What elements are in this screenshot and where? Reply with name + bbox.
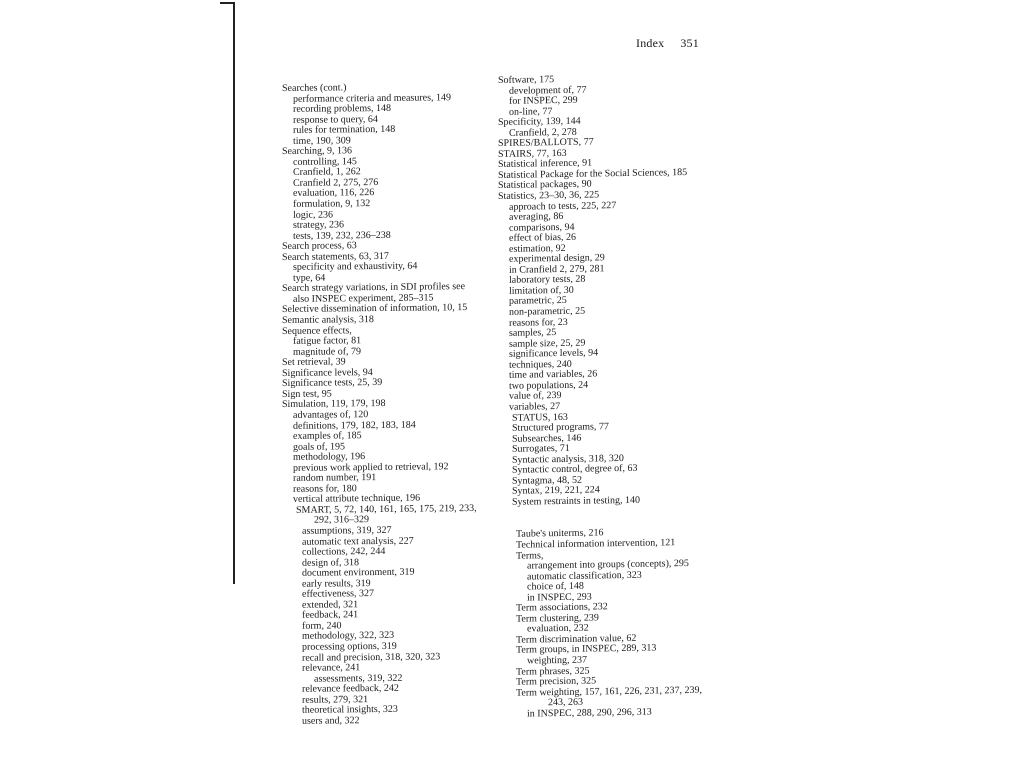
- index-subentry: Cranfield, 2, 278: [509, 126, 577, 139]
- index-subentry: variables, 27: [509, 400, 561, 413]
- index-subentry: response to query, 64: [293, 113, 378, 126]
- index-subentry: 292, 316–329: [314, 514, 369, 527]
- index-subentry: assessments, 319, 322: [314, 672, 403, 685]
- index-heading: Terms,: [516, 549, 544, 562]
- index-subentry: estimation, 92: [509, 242, 566, 255]
- index-subentry: arrangement into groups (concepts), 295: [527, 558, 689, 572]
- index-heading: Statistical Package for the Social Sciences, 185: [498, 166, 688, 181]
- binding-margin-line: [233, 2, 235, 584]
- index-subentry: choice of, 148: [527, 580, 584, 593]
- index-subentry: logic, 236: [293, 209, 333, 221]
- index-subentry: in INSPEC, 293: [527, 591, 592, 604]
- index-subentry: on-line, 77: [509, 105, 553, 118]
- index-subentry: methodology, 196: [293, 451, 366, 464]
- index-subentry: comparisons, 94: [509, 221, 575, 234]
- index-heading: Statistical inference, 91: [498, 157, 593, 171]
- index-subentry: reasons for, 23: [509, 316, 568, 329]
- index-heading: Sign test, 95: [282, 388, 332, 400]
- index-subentry: form, 240: [302, 620, 342, 632]
- index-subentry: sample size, 25, 29: [509, 337, 586, 350]
- index-subentry: reasons for, 180: [293, 482, 357, 495]
- index-heading: Search statements, 63, 317: [282, 250, 389, 263]
- index-subentry: Cranfield 2, 275, 276: [293, 176, 379, 189]
- index-heading: Term precision, 325: [516, 675, 597, 688]
- index-subentry: automatic text analysis, 227: [302, 535, 414, 548]
- index-heading: Subsearches, 146: [512, 432, 582, 445]
- index-subentry: parametric, 25: [509, 295, 567, 308]
- index-heading: Searching, 9, 136: [282, 145, 352, 158]
- index-subentry: development of, 77: [509, 84, 587, 97]
- index-column-left: [282, 82, 477, 727]
- index-subentry: strategy, 236: [293, 219, 345, 231]
- index-heading: STATUS, 163: [512, 411, 568, 424]
- index-subentry: two populations, 24: [509, 379, 589, 392]
- index-heading: Search process, 63: [282, 240, 357, 253]
- index-heading: Term discrimination value, 62: [516, 632, 637, 646]
- index-subentry: methodology, 322, 323: [302, 630, 395, 643]
- index-subentry: techniques, 240: [509, 358, 572, 371]
- index-heading: Structured programs, 77: [512, 421, 609, 434]
- section-gap: [498, 505, 702, 530]
- index-heading: Statistical packages, 90: [498, 178, 592, 192]
- index-subentry: vertical attribute technique, 196: [293, 492, 421, 506]
- index-column-right: [498, 73, 702, 720]
- index-heading: Searches (cont.): [282, 82, 347, 94]
- index-subentry: relevance, 241: [302, 662, 361, 674]
- index-heading: Term weighting, 157, 161, 226, 231, 237, 239,: [516, 684, 702, 699]
- index-subentry: design of, 318: [302, 556, 359, 569]
- index-subentry: in Cranfield 2, 279, 281: [509, 263, 605, 276]
- index-heading: Taube's uniterms, 216: [516, 527, 604, 541]
- index-heading: STAIRS, 77, 163: [498, 147, 567, 160]
- index-subentry: laboratory tests, 28: [509, 274, 586, 287]
- index-subentry: approach to tests, 225, 227: [509, 199, 617, 213]
- index-subentry: time and variables, 26: [509, 368, 598, 382]
- index-heading: SMART, 5, 72, 140, 161, 165, 175, 219, 233,: [296, 502, 477, 516]
- index-subentry: early results, 319: [302, 577, 371, 590]
- running-head: [636, 36, 699, 51]
- index-subentry: effectiveness, 327: [302, 588, 375, 601]
- index-heading: Semantic analysis, 318: [282, 314, 374, 327]
- index-heading: Simulation, 119, 179, 198: [282, 398, 386, 411]
- index-subentry: goals of, 195: [293, 440, 345, 453]
- index-heading: Term phrases, 325: [516, 665, 590, 678]
- index-subentry: feedback, 241: [302, 609, 359, 622]
- index-subentry: specificity and exhaustivity, 64: [293, 260, 418, 274]
- index-subentry: recall and precision, 318, 320, 323: [302, 650, 441, 664]
- index-subentry: time, 190, 309: [293, 135, 351, 147]
- index-subentry: document environment, 319: [302, 566, 415, 579]
- index-subentry: formulation, 9, 132: [293, 198, 371, 210]
- index-block-s: [498, 73, 702, 509]
- index-heading: Term groups, in INSPEC, 289, 313: [516, 642, 657, 657]
- index-subentry: significance levels, 94: [509, 347, 599, 361]
- index-heading: System restraints in testing, 140: [512, 494, 641, 508]
- index-heading: Syntactic analysis, 318, 320: [512, 452, 624, 466]
- index-subentry: non-parametric, 25: [509, 305, 586, 318]
- index-subentry: rules for termination, 148: [293, 124, 396, 137]
- index-subentry: experimental design, 29: [509, 252, 605, 266]
- index-heading: Statistics, 23–30, 36, 225: [498, 189, 600, 203]
- index-heading: Term clustering, 239: [516, 612, 599, 625]
- index-heading: Syntax, 219, 221, 224: [512, 484, 600, 498]
- index-subentry: also INSPEC experiment, 285–315: [293, 292, 434, 305]
- index-subentry: value of, 239: [509, 390, 562, 403]
- index-heading: Set retrieval, 39: [282, 356, 346, 369]
- index-subentry: fatigue factor, 81: [293, 335, 362, 348]
- index-block-t: [498, 527, 702, 720]
- index-heading: Search strategy variations, in SDI profiles see: [282, 281, 466, 295]
- index-heading: Significance tests, 25, 39: [282, 377, 383, 390]
- index-subentry: recording problems, 148: [293, 102, 392, 115]
- index-heading: Syntactic control, degree of, 63: [512, 463, 638, 477]
- index-heading: Surrogates, 71: [512, 443, 570, 455]
- index-heading: Significance levels, 94: [282, 366, 373, 379]
- index-heading: Syntagma, 48, 52: [512, 474, 582, 487]
- index-subentry: samples, 25: [509, 327, 557, 339]
- index-subentry: examples of, 185: [293, 430, 362, 442]
- index-subentry: relevance feedback, 242: [302, 682, 399, 695]
- index-subentry: 243, 263: [548, 696, 583, 709]
- index-subentry: processing options, 319: [302, 640, 397, 653]
- index-subentry: collections, 242, 244: [302, 545, 386, 558]
- index-subentry: in INSPEC, 288, 290, 296, 313: [527, 706, 652, 720]
- index-heading: Software, 175: [498, 74, 555, 86]
- index-heading: Selective dissemination of information, 10, 15: [282, 302, 468, 316]
- index-subentry: tests, 139, 232, 236–238: [293, 229, 391, 242]
- index-subentry: for INSPEC, 299: [509, 94, 578, 107]
- index-subentry: limitation of, 30: [509, 284, 574, 297]
- index-subentry: previous work applied to retrieval, 192: [293, 460, 449, 474]
- running-head-title: Index: [636, 36, 665, 50]
- index-heading: Technical information intervention, 121: [516, 537, 676, 551]
- index-heading: Specificity, 139, 144: [498, 115, 581, 129]
- index-subentry: advantages of, 120: [293, 409, 369, 421]
- page-number: 351: [680, 36, 699, 50]
- index-subentry: magnitude of, 79: [293, 345, 362, 358]
- index-subentry: evaluation, 116, 226: [293, 187, 375, 200]
- index-subentry: effect of bias, 26: [509, 231, 577, 245]
- index-subentry: theoretical insights, 323: [302, 704, 398, 717]
- index-subentry: performance criteria and measures, 149: [293, 91, 451, 105]
- index-heading: Sequence effects,: [282, 324, 352, 337]
- index-subentry: type, 64: [293, 272, 326, 284]
- index-subentry: controlling, 145: [293, 156, 357, 168]
- index-heading: Term associations, 232: [516, 601, 608, 614]
- index-subentry: extended, 321: [302, 599, 359, 611]
- index-subentry: results, 279, 321: [302, 693, 369, 706]
- index-heading: SPIRES/BALLOTS, 77: [498, 136, 594, 150]
- index-subentry: Cranfield, 1, 262: [293, 166, 361, 179]
- index-subentry: random number, 191: [293, 472, 377, 485]
- index-subentry: weighting, 237: [527, 654, 587, 667]
- index-subentry: automatic classification, 323: [527, 569, 642, 583]
- index-subentry: users and, 322: [302, 715, 360, 727]
- index-subentry: evaluation, 232: [527, 622, 589, 635]
- index-subentry: assumptions, 319, 327: [302, 524, 392, 537]
- index-subentry: definitions, 179, 182, 183, 184: [293, 419, 416, 432]
- index-subentry: averaging, 86: [509, 211, 564, 223]
